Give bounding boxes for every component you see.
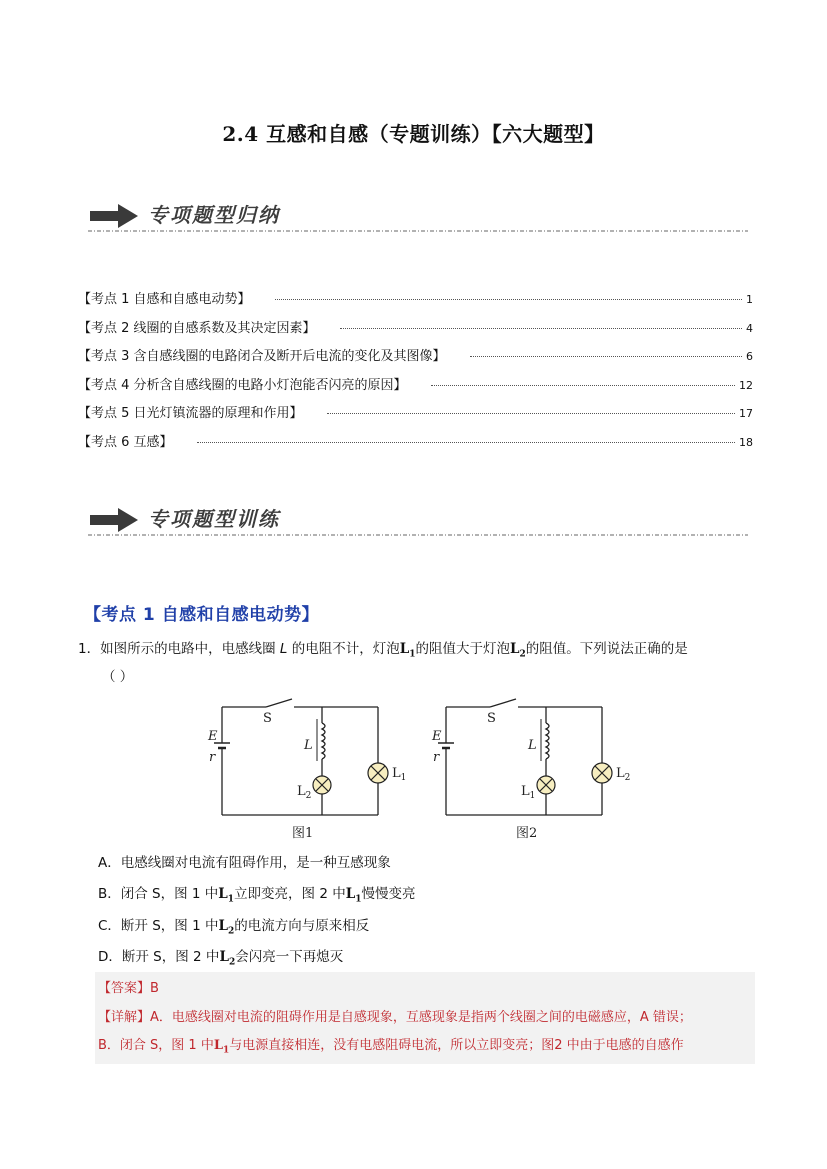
toc-item[interactable] [78, 345, 753, 374]
explanation-label: 【详解】 [98, 1010, 151, 1025]
lamp-icon [313, 763, 388, 794]
label-S: S [487, 711, 496, 726]
option-d[interactable]: D．断开 S，图 2 中$L_2$会闪亮一下再熄灭 [98, 949, 344, 968]
answer-value: B [150, 981, 159, 996]
circuit-diagram-2 [438, 699, 602, 815]
option-a[interactable]: A．电感线圈对电流有阻碍作用，是一种互感现象 [98, 855, 391, 871]
question-text-part: 如图所示的电路中，电感线圈 [100, 641, 280, 657]
toc-item-label: 【考点 3 含自感线圈的电路闭合及断开后电流的变化及其图像】 [78, 349, 446, 364]
toc-item-label: 【考点 1 自感和自感电动势】 [78, 292, 251, 307]
toc-item-page: 12 [739, 378, 753, 392]
answer-blank: （ ） [102, 668, 134, 685]
toc-item[interactable] [78, 317, 753, 346]
banner-training-text: 专项题型训练 [148, 507, 280, 531]
option-c[interactable]: C．断开 S，图 1 中$L_2$的电流方向与原来相反 [98, 918, 370, 937]
inductor-symbol: L [279, 641, 288, 657]
toc-item[interactable] [78, 431, 753, 460]
label-S: S [263, 711, 272, 726]
toc-item-page: 17 [739, 407, 753, 420]
label-L: L [304, 738, 313, 753]
lamp-symbol: $L_1$ [399, 641, 416, 660]
toc-dot-leader [275, 299, 742, 300]
table-of-contents [78, 288, 753, 459]
toc-item-label: 【考点 5 日光灯镇流器的原理和作用】 [78, 406, 303, 421]
question-text-part: 的电阻不计，灯泡 [287, 641, 400, 657]
question-text-part: 的阻值大于灯泡 [415, 641, 510, 657]
banner-summary-text: 专项题型归纳 [148, 203, 280, 227]
toc-dot-leader [327, 413, 735, 414]
answer-label: 【答案】 [98, 981, 151, 996]
question-text [78, 638, 758, 666]
toc-dot-leader [470, 356, 742, 357]
toc-item-label: 【考点 4 分析含自感线圈的电路小灯泡能否闪亮的原因】 [78, 377, 407, 393]
question-number: 1． [78, 641, 101, 657]
lamp-symbol: $L_2$ [509, 641, 526, 660]
page-title: 2.4 互感和自感（专题训练）【六大题型】 [222, 122, 605, 146]
explanation-line-1: 【详解】A．电感线圈对电流的阻碍作用是自感现象，互感现象是指两个线圈之间的电磁感应，A 错误； [98, 1010, 692, 1025]
figure-1-caption: 图1 [292, 826, 314, 841]
label-r: r [433, 750, 440, 765]
toc-dot-leader [340, 328, 742, 329]
toc-item-label: 【考点 2 线圈的自感系数及其决定因素】 [78, 320, 316, 336]
lamp-icon [537, 763, 612, 794]
answer-line [98, 977, 159, 996]
label-L: L [528, 738, 537, 753]
toc-item-label: 【考点 6 互感】 [78, 434, 173, 450]
banner-divider [88, 229, 748, 233]
question [78, 638, 758, 688]
toc-dot-leader [197, 442, 735, 443]
circuit-diagram-1 [214, 699, 378, 815]
label-r: r [209, 750, 216, 765]
svg-text:L2: $L_2$ [297, 784, 312, 801]
svg-text:L2: $L_2$ [616, 766, 631, 783]
banner-divider [88, 533, 748, 537]
toc-item[interactable] [78, 374, 753, 403]
svg-text:L1: $L_1$ [392, 766, 407, 783]
explanation-line-2: B．闭合 S，图 1 中$L_1$与电源直接相连，没有电感阻碍电流，所以立即变亮；图2 中由于电感的自感作 [98, 1038, 684, 1056]
toc-item-page: 4 [746, 321, 753, 335]
banner-training [88, 501, 748, 541]
toc-item-page: 6 [746, 350, 753, 363]
circuit-figure [200, 695, 640, 845]
arrow-icon [88, 507, 140, 533]
option-b[interactable]: B．闭合 S，图 1 中$L_1$立即变亮，图 2 中$L_1$慢慢变亮 [98, 886, 416, 905]
toc-item[interactable] [78, 288, 753, 317]
toc-dot-leader [431, 385, 735, 386]
question-text-part: 的阻值。下列说法正确的是 [525, 641, 688, 657]
label-E: E [208, 729, 218, 744]
toc-item-page: 1 [746, 293, 753, 306]
toc-item[interactable] [78, 402, 753, 431]
toc-item-page: 18 [739, 435, 753, 449]
figure-2-caption: 图2 [516, 826, 538, 841]
label-E: E [432, 729, 442, 744]
section-heading: 【考点 1 自感和自感电动势】 [84, 605, 320, 625]
svg-text:L1: $L_1$ [521, 784, 536, 801]
arrow-icon [88, 203, 140, 229]
banner-summary [88, 197, 748, 237]
